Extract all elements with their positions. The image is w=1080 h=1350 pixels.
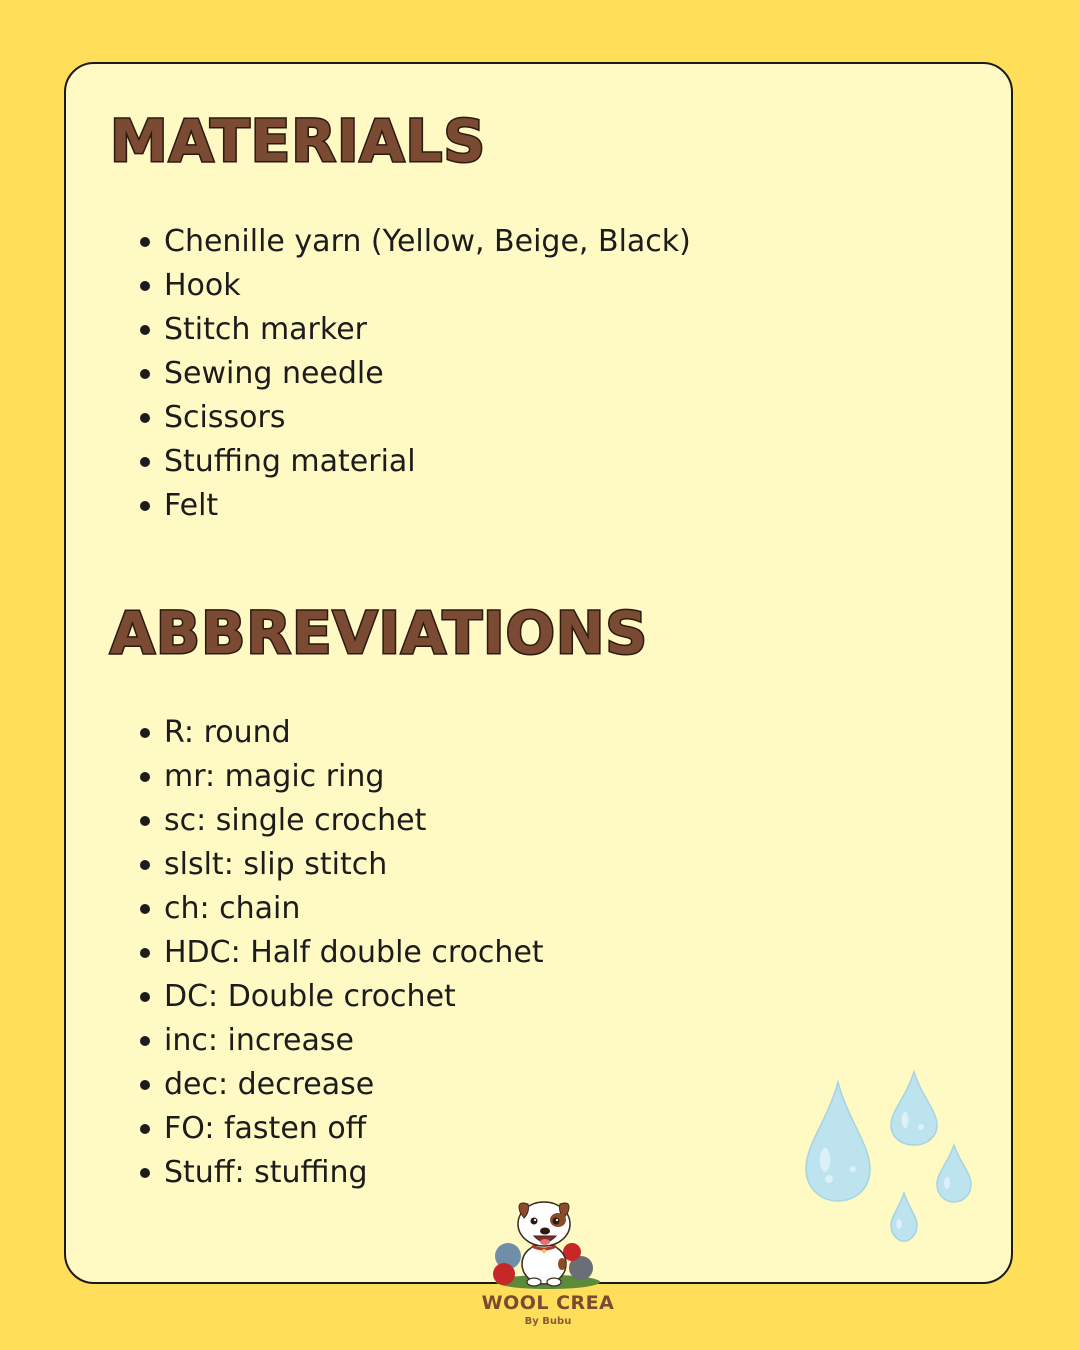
list-item-text: Stitch marker [164, 312, 367, 347]
bullet-icon [140, 369, 150, 379]
list-item-text: HDC: Half double crochet [164, 935, 544, 970]
water-drop-icon [891, 1072, 937, 1145]
bullet-icon [140, 1168, 150, 1178]
list-item-text: slslt: slip stitch [164, 847, 388, 882]
bullet-icon [140, 904, 150, 914]
water-drops-illustration [795, 1065, 985, 1255]
bullet-icon [140, 325, 150, 335]
list-item [138, 799, 544, 843]
list-item-text: Stuff: stuffing [164, 1155, 368, 1190]
bullet-icon [140, 816, 150, 826]
materials-list [138, 220, 691, 528]
water-drop-icon [937, 1145, 971, 1202]
list-item [138, 264, 691, 308]
bullet-icon [140, 501, 150, 511]
list-item [138, 931, 544, 975]
list-item-text: mr: magic ring [164, 759, 385, 794]
bulldog-mascot-icon [478, 1190, 618, 1290]
water-drop-icon [806, 1082, 870, 1201]
list-item [138, 308, 691, 352]
list-item-text: Sewing needle [164, 356, 384, 391]
water-drop-icon [891, 1193, 917, 1241]
list-item [138, 440, 691, 484]
brand-logo [478, 1190, 618, 1338]
abbreviations-heading: ABBREVIATIONS [110, 599, 649, 667]
list-item [138, 843, 544, 887]
list-item [138, 484, 691, 528]
materials-heading: MATERIALS [110, 107, 487, 175]
list-item-text: dec: decrease [164, 1067, 375, 1102]
list-item-text: R: round [164, 715, 291, 750]
bullet-icon [140, 1124, 150, 1134]
list-item-text: Felt [164, 488, 219, 523]
bullet-icon [140, 1080, 150, 1090]
list-item [138, 1151, 544, 1195]
list-item-text: Stuffing material [164, 444, 416, 479]
list-item [138, 975, 544, 1019]
list-item [138, 755, 544, 799]
list-item [138, 1107, 544, 1151]
list-item [138, 1063, 544, 1107]
list-item-text: inc: increase [164, 1023, 354, 1058]
bullet-icon [140, 860, 150, 870]
list-item [138, 220, 691, 264]
list-item-text: Scissors [164, 400, 286, 435]
bullet-icon [140, 772, 150, 782]
list-item [138, 396, 691, 440]
bullet-icon [140, 281, 150, 291]
bullet-icon [140, 948, 150, 958]
list-item-text: Hook [164, 268, 241, 303]
bullet-icon [140, 1036, 150, 1046]
list-item-text: DC: Double crochet [164, 979, 456, 1014]
list-item-text: Chenille yarn (Yellow, Beige, Black) [164, 224, 691, 259]
bullet-icon [140, 237, 150, 247]
brand-byline: By Bubu [524, 1316, 572, 1327]
list-item-text: FO: fasten off [164, 1111, 367, 1146]
list-item-text: ch: chain [164, 891, 301, 926]
list-item-text: sc: single crochet [164, 803, 427, 838]
list-item [138, 352, 691, 396]
brand-name: WOOL CREA [481, 1292, 615, 1314]
bullet-icon [140, 413, 150, 423]
bullet-icon [140, 992, 150, 1002]
bullet-icon [140, 457, 150, 467]
list-item [138, 1019, 544, 1063]
abbreviations-list [138, 711, 544, 1195]
list-item [138, 887, 544, 931]
list-item [138, 711, 544, 755]
bullet-icon [140, 728, 150, 738]
